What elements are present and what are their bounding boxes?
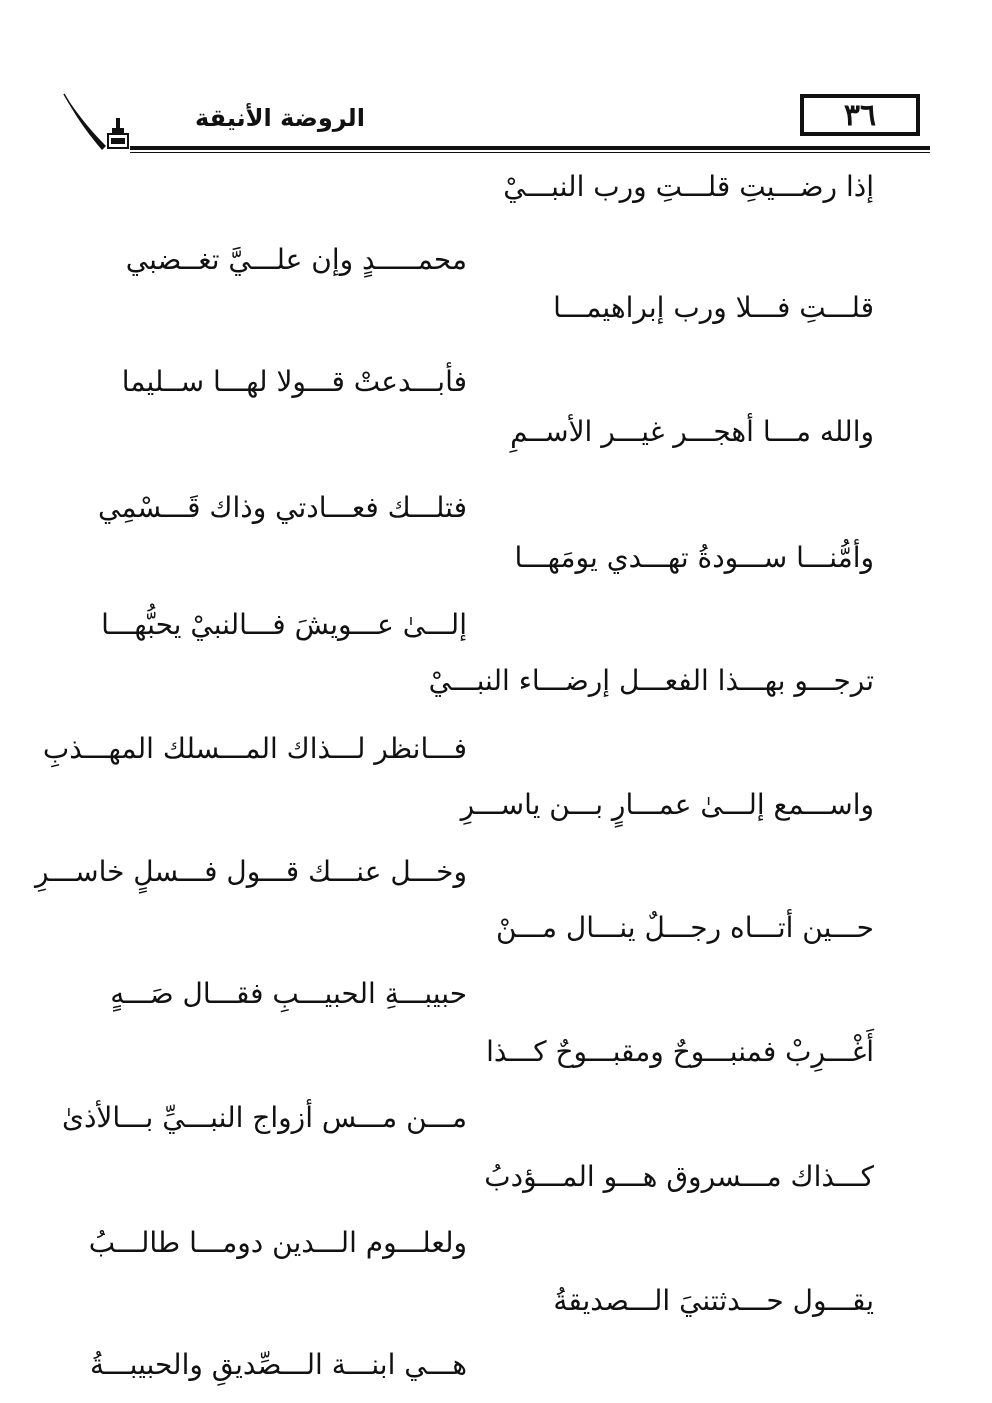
verse-line: حبيبـــةِ الحبيـــبِ فقـــال صَـــهٍ bbox=[110, 977, 467, 1010]
verse-line: إذا رضـــيتِ قلـــتِ ورب النبـــيْ bbox=[503, 170, 874, 203]
verse-line: محمـــــدٍ وإن علـــيَّ تغــضبي bbox=[125, 243, 467, 276]
verse-line: وخـــل عنـــك قـــول فـــسلٍ خاســـرِ bbox=[35, 855, 467, 888]
verse-line: مـــن مـــس أزواج النبـــيِّ بـــالأذىٰ bbox=[62, 1101, 467, 1134]
verse-line: واســـمع إلـــىٰ عمـــارٍ بـــن ياســـرِ bbox=[460, 788, 874, 821]
page-header bbox=[60, 88, 880, 158]
verse-line: قلـــتِ فـــلا ورب إبراهيمـــا bbox=[553, 291, 874, 324]
verse-line: ولعلـــوم الـــدين دومـــا طالـــبُ bbox=[88, 1226, 467, 1259]
verse-line: فأبـــدعتْ قـــولا لهـــا ســليما bbox=[121, 365, 467, 398]
verse-line: أَغْـــرِبْ فمنبـــوحٌ ومقبـــوحٌ كـــذا bbox=[486, 1035, 874, 1068]
verse-line: يقـــول حـــدثتنيَ الـــصديقةُ bbox=[553, 1284, 874, 1317]
verse-line: وأمُّنـــا ســـودةُ تهـــدي يومَهـــا bbox=[514, 541, 874, 574]
book-title: الروضة الأنيقة bbox=[195, 104, 365, 132]
verse-line: كـــذاك مـــسروق هـــو المـــؤدبُ bbox=[484, 1160, 874, 1193]
verse-line: ترجـــو بهـــذا الفعـــل إرضـــاء النبـــيْ bbox=[428, 664, 874, 697]
quill-inkwell-icon bbox=[60, 88, 140, 158]
verse-line: فـــانظر لـــذاك المـــسلك المهـــذبِ bbox=[42, 732, 467, 765]
verse-line: والله مـــا أهجـــر غيـــر الأســمِ bbox=[510, 415, 874, 448]
verse-line: هـــي ابنـــة الـــصِّديقِ والحبيبـــةُ bbox=[90, 1348, 467, 1381]
verse-line: فتلـــك فعـــادتي وذاك قَـــسْمِي bbox=[98, 491, 467, 524]
page-number: ٣٦ bbox=[800, 94, 920, 136]
verse-line: حـــين أتـــاه رجـــلٌ ينـــال مـــنْ bbox=[496, 911, 874, 944]
header-rule-thin bbox=[130, 152, 930, 153]
verse-line: إلـــىٰ عـــويشَ فـــالنبيْ يحبُّهـــا bbox=[101, 608, 467, 641]
header-rule bbox=[130, 146, 930, 150]
